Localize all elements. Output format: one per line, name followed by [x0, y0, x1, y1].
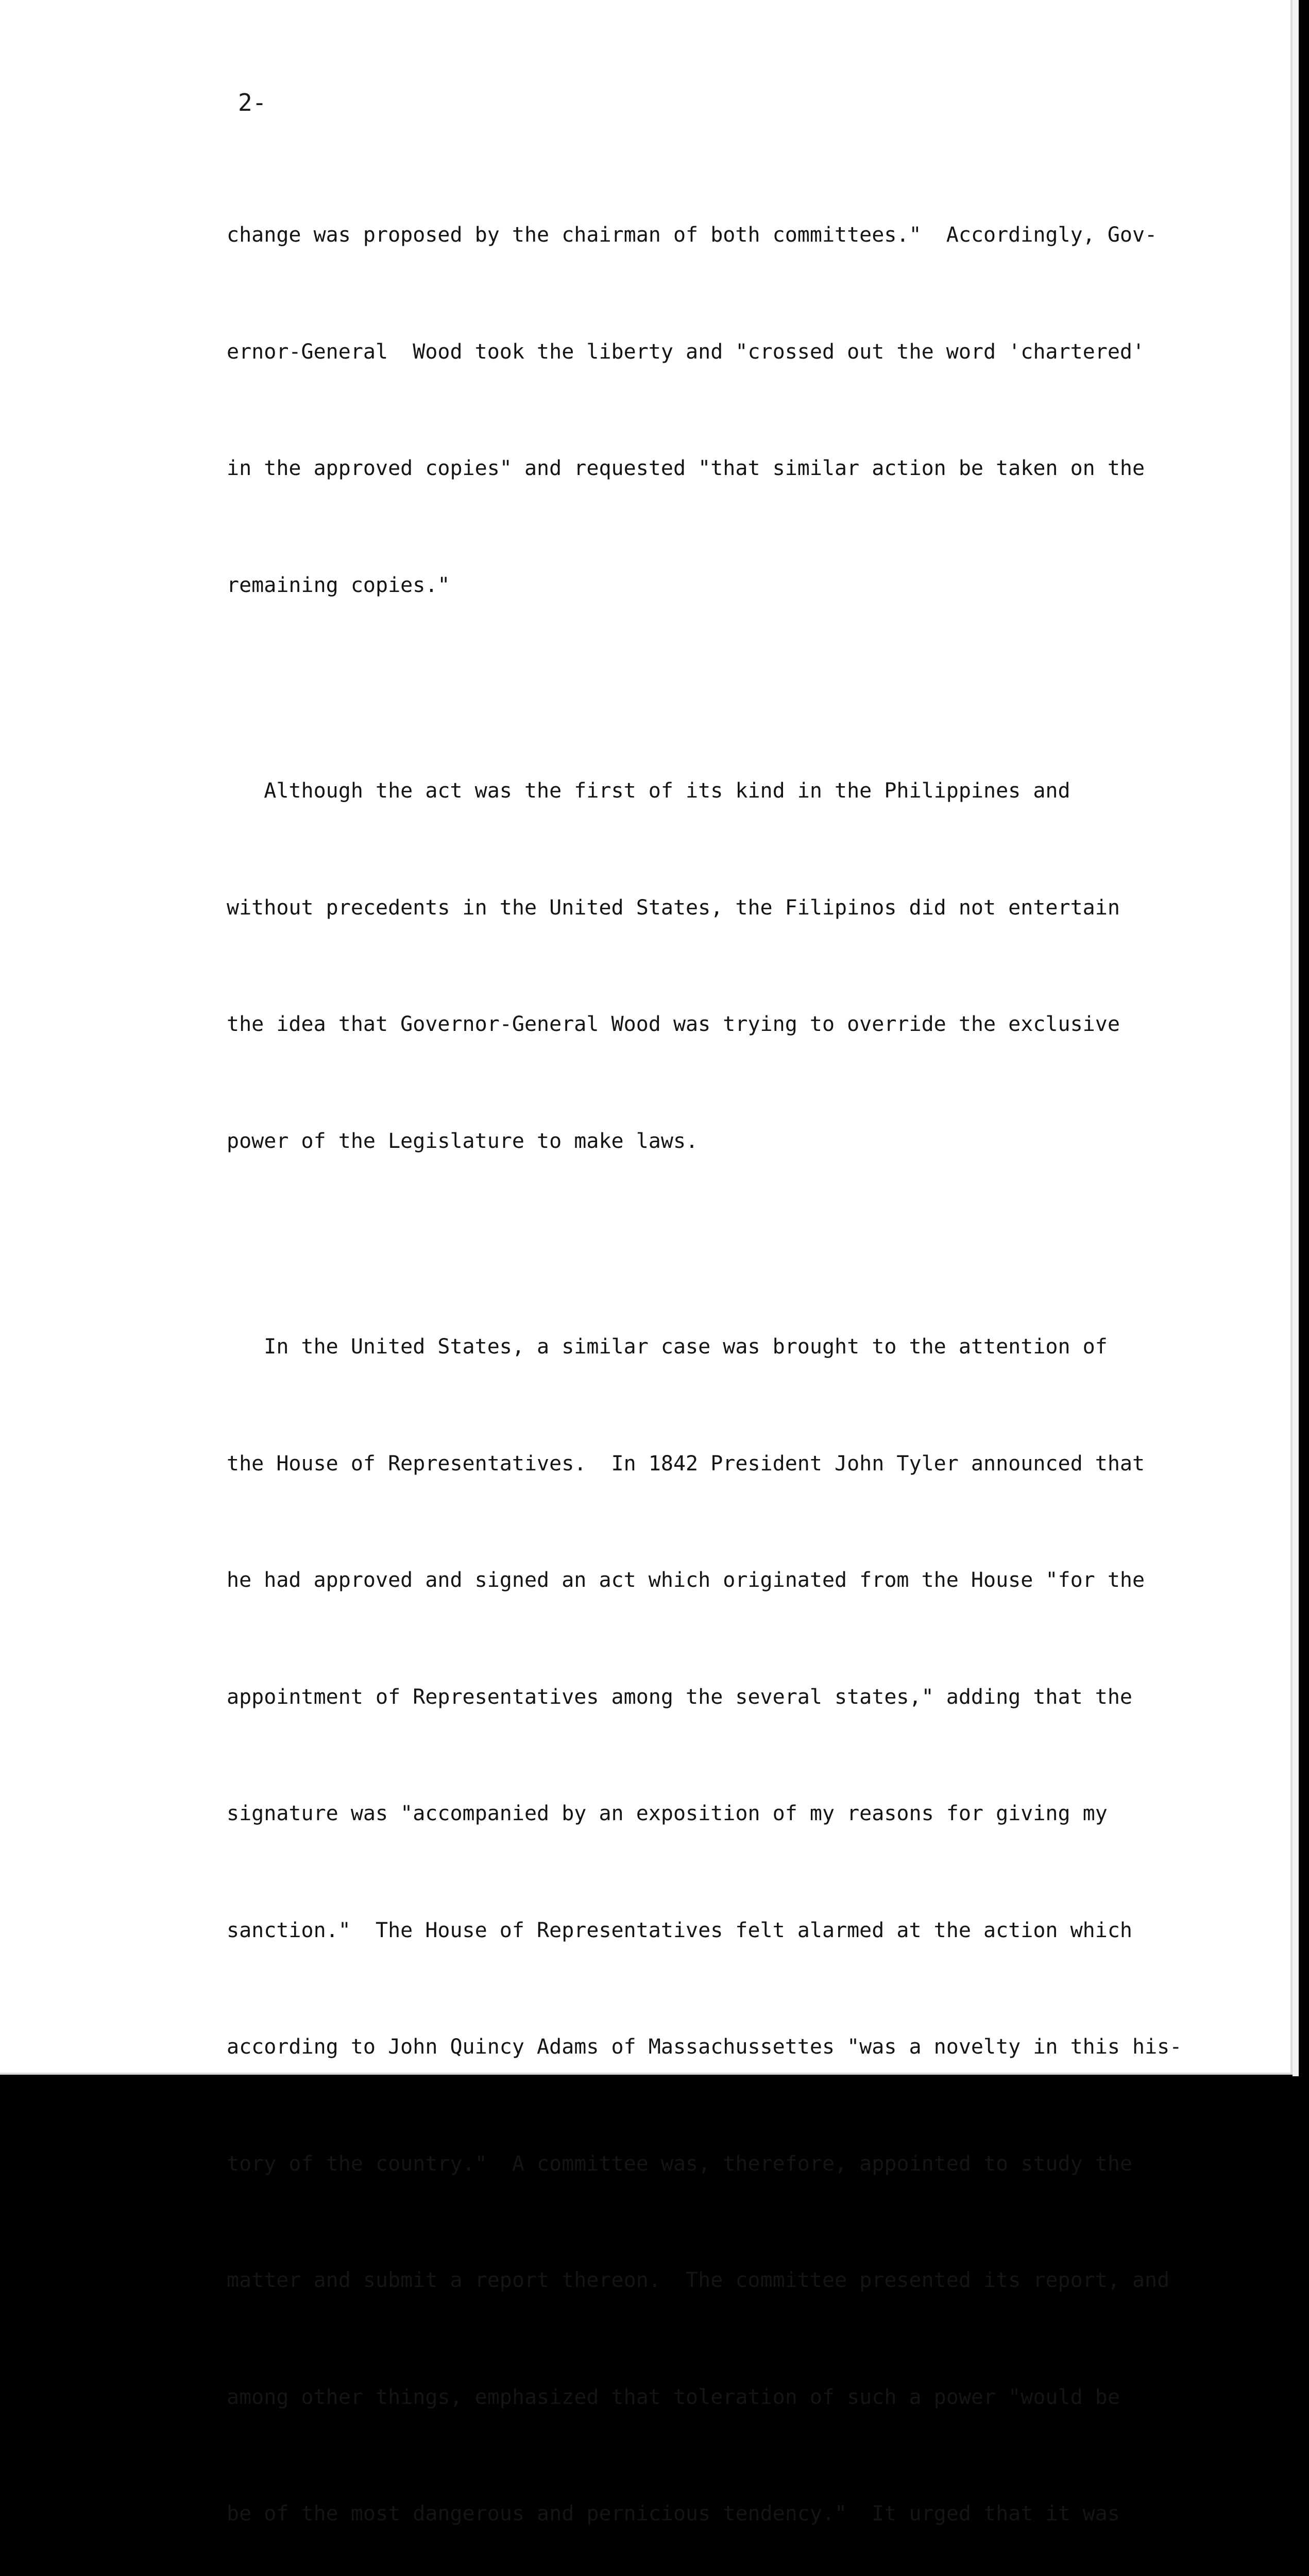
text-line: sanction." The House of Representatives felt alarmed at the action which: [227, 1918, 1132, 1942]
text-line: in the approved copies" and requested "that similar action be taken on the: [227, 456, 1145, 480]
paragraph-1: [227, 138, 1247, 683]
text-line: matter and submit a report thereon. The committee presented its report, and: [227, 2268, 1170, 2292]
text-line: signature was "accompanied by an exposition of my reasons for giving my: [227, 1802, 1108, 1825]
text-line: tory of the country." A committee was, therefore, appointed to study the: [227, 2151, 1132, 2176]
text-line: be of the most dangerous and pernicious tendency." It urged that it was: [227, 2502, 1120, 2526]
text-line: ernor-General Wood took the liberty and "crossed out the word 'chartered': [227, 340, 1145, 364]
document-body: [227, 138, 1247, 2576]
paragraph-3: [227, 1250, 1247, 2576]
text-line: the House of Representatives. In 1842 President John Tyler announced that: [227, 1451, 1145, 1476]
text-line: change was proposed by the chairman of both committees." Accordingly, Gov-: [227, 223, 1158, 247]
text-line: power of the Legislature to make laws.: [227, 1129, 699, 1153]
page-edge: [1293, 0, 1299, 2076]
text-line: remaining copies.": [227, 573, 450, 597]
page-number: 2-: [238, 89, 267, 116]
text-line: according to John Quincy Adams of Massachussettes "was a novelty in this his-: [227, 2035, 1182, 2059]
text-line: the idea that Governor-General Wood was trying to override the exclusive: [227, 1012, 1120, 1036]
paragraph-2: [227, 694, 1247, 1239]
text-line: Although the act was the first of its kind in the Philippines and: [227, 779, 1070, 803]
text-line: among other things, emphasized that toleration of such a power "would be: [227, 2385, 1120, 2409]
text-line: appointment of Representatives among the several states," adding that the: [227, 1685, 1132, 1709]
text-line: without precedents in the United States, the Filipinos did not entertain: [227, 895, 1120, 920]
text-line: he had approved and signed an act which originated from the House "for the: [227, 1568, 1145, 1592]
text-line: In the United States, a similar case was brought to the attention of: [227, 1335, 1108, 1359]
